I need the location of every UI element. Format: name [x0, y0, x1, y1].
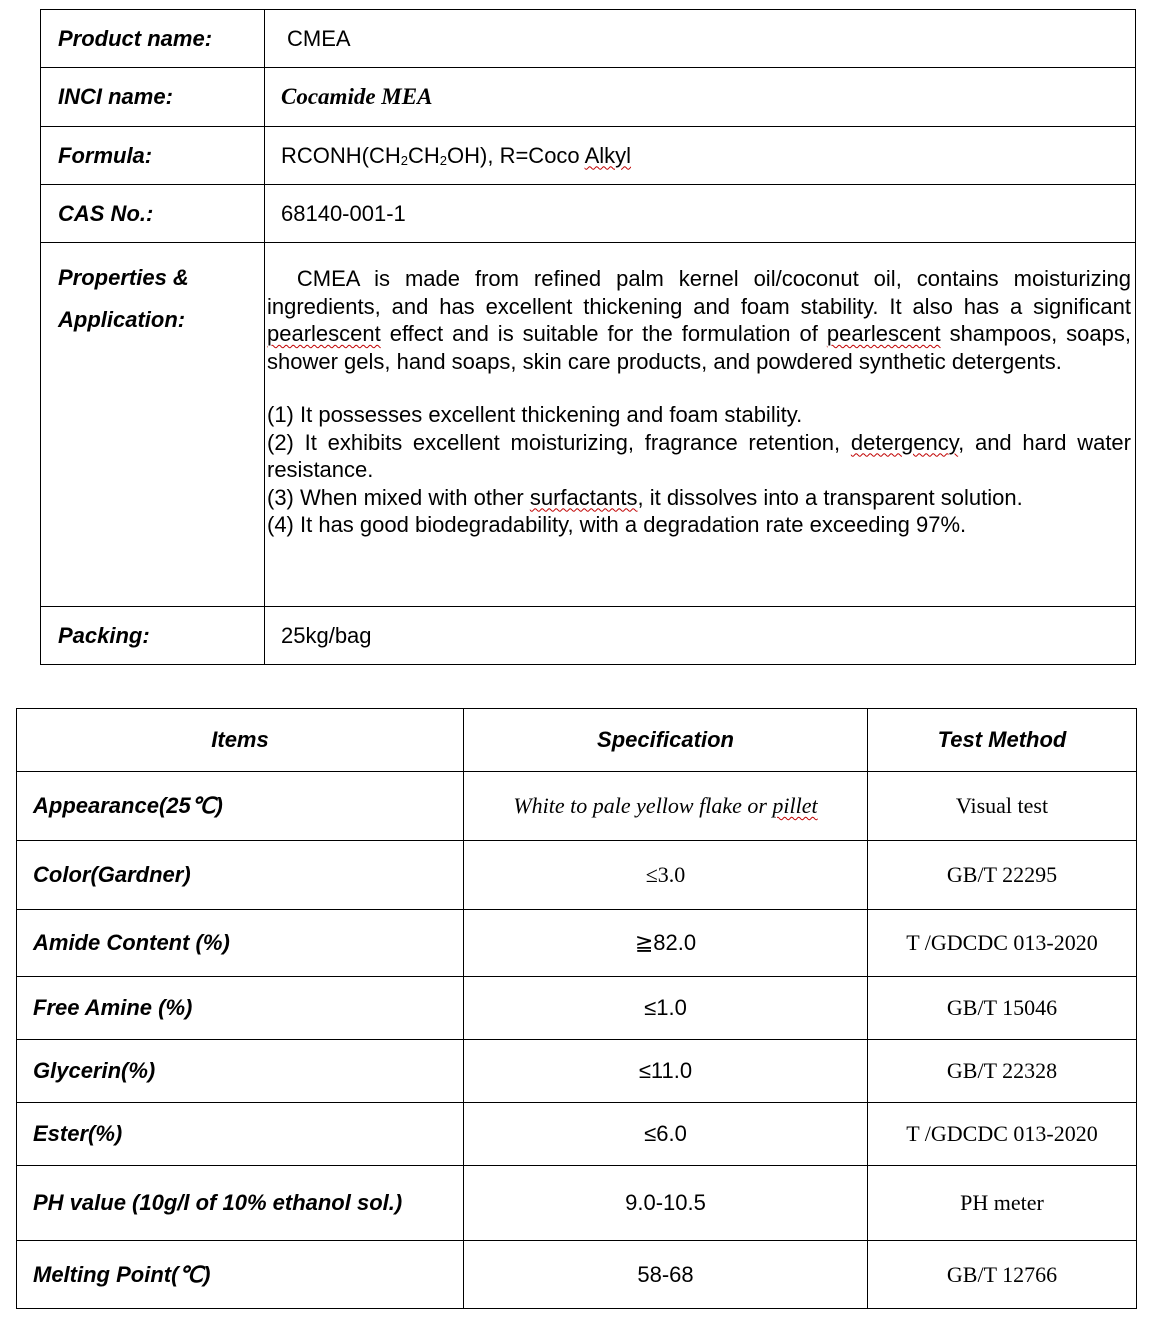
spec-cell: ≤3.0 — [464, 841, 868, 910]
table-row — [17, 977, 1137, 1040]
item-cell: Melting Point(℃) — [17, 1241, 464, 1309]
table-row — [17, 910, 1137, 977]
spec-cell: 58-68 — [464, 1241, 868, 1309]
table-row — [17, 1241, 1137, 1309]
table-row — [17, 772, 1137, 841]
item-cell: Color(Gardner) — [17, 841, 464, 910]
packing-label: Packing: — [41, 607, 265, 665]
header-specification: Specification — [464, 709, 868, 772]
table-header-row — [17, 709, 1137, 772]
formula-suffix: OH), R=Coco — [447, 142, 585, 168]
item-cell: Amide Content (%) — [17, 910, 464, 977]
packing-value: 25kg/bag — [265, 607, 1136, 665]
product-name-label: Product name: — [41, 10, 265, 68]
cas-label: CAS No.: — [41, 185, 265, 243]
properties-row — [41, 243, 1136, 607]
cas-value: 68140-001-1 — [265, 185, 1136, 243]
properties-description — [265, 243, 1136, 607]
table-row — [17, 1166, 1137, 1241]
spec-cell: ≤6.0 — [464, 1103, 868, 1166]
formula-alkyl: Alkyl — [584, 142, 632, 168]
specification-table — [16, 708, 1137, 1309]
method-cell: GB/T 22295 — [868, 841, 1137, 910]
properties-label-line2: Application: — [58, 307, 186, 332]
item-cell: Free Amine (%) — [17, 977, 464, 1040]
spec-cell: ≤11.0 — [464, 1040, 868, 1103]
formula-mid: CH — [408, 142, 440, 168]
properties-point-4: (4) It has good biodegradability, with a degradation rate exceeding 97%. — [267, 512, 967, 537]
spec-cell: ≤1.0 — [464, 977, 868, 1040]
properties-point-3: (3) When mixed with other surfactants, it dissolves into a transparent solution. — [267, 484, 1023, 510]
formula-subscript-1: 2 — [400, 152, 408, 168]
inci-name-value: Cocamide MEA — [265, 68, 1136, 127]
table-row — [17, 1103, 1137, 1166]
method-cell: GB/T 22328 — [868, 1040, 1137, 1103]
formula-prefix: RCONH(CH — [281, 142, 401, 168]
product-info-table — [40, 9, 1136, 665]
table-row — [17, 1040, 1137, 1103]
inci-name-label: INCI name: — [41, 68, 265, 127]
formula-label: Formula: — [41, 127, 265, 185]
item-cell: Glycerin(%) — [17, 1040, 464, 1103]
properties-paragraph: CMEA is made from refined palm kernel oil/coconut oil, contains moisturizing ingredients, and has excellent thickening and foam stability. It also has a significant pearlescent effect and is suitable for the formulation of pearlescent shampoos, soaps, shower gels, hand soaps, skin care products, and powdered synthetic detergents. — [267, 266, 1138, 374]
method-cell: GB/T 12766 — [868, 1241, 1137, 1309]
spec-cell: White to pale yellow flake or pillet — [464, 772, 868, 841]
item-cell: PH value (10g/l of 10% ethanol sol.) — [17, 1166, 464, 1241]
formula-subscript-2: 2 — [439, 152, 448, 168]
method-cell: T /GDCDC 013-2020 — [868, 910, 1137, 977]
item-cell: Appearance(25℃) — [17, 772, 464, 841]
method-cell: T /GDCDC 013-2020 — [868, 1103, 1137, 1166]
product-name-row — [41, 10, 1136, 68]
product-name-value: CMEA — [265, 10, 1136, 68]
inci-name-row — [41, 68, 1136, 127]
cas-row — [41, 185, 1136, 243]
table-row — [17, 841, 1137, 910]
properties-point-1: (1) It possesses excellent thickening and foam stability. — [267, 402, 803, 427]
formula-row — [41, 127, 1136, 185]
header-test-method: Test Method — [868, 709, 1137, 772]
packing-row — [41, 607, 1136, 665]
item-cell: Ester(%) — [17, 1103, 464, 1166]
properties-label — [41, 243, 265, 607]
spec-cell: 9.0-10.5 — [464, 1166, 868, 1241]
spec-cell: ≧82.0 — [464, 910, 868, 977]
method-cell: PH meter — [868, 1166, 1137, 1241]
formula-value — [265, 127, 1136, 185]
method-cell: Visual test — [868, 772, 1137, 841]
header-items: Items — [17, 709, 464, 772]
properties-label-line1: Properties & — [58, 265, 189, 290]
method-cell: GB/T 15046 — [868, 977, 1137, 1040]
properties-point-2: (2) It exhibits excellent moisturizing, fragrance retention, detergency, and hard water resistance. — [267, 429, 1131, 482]
